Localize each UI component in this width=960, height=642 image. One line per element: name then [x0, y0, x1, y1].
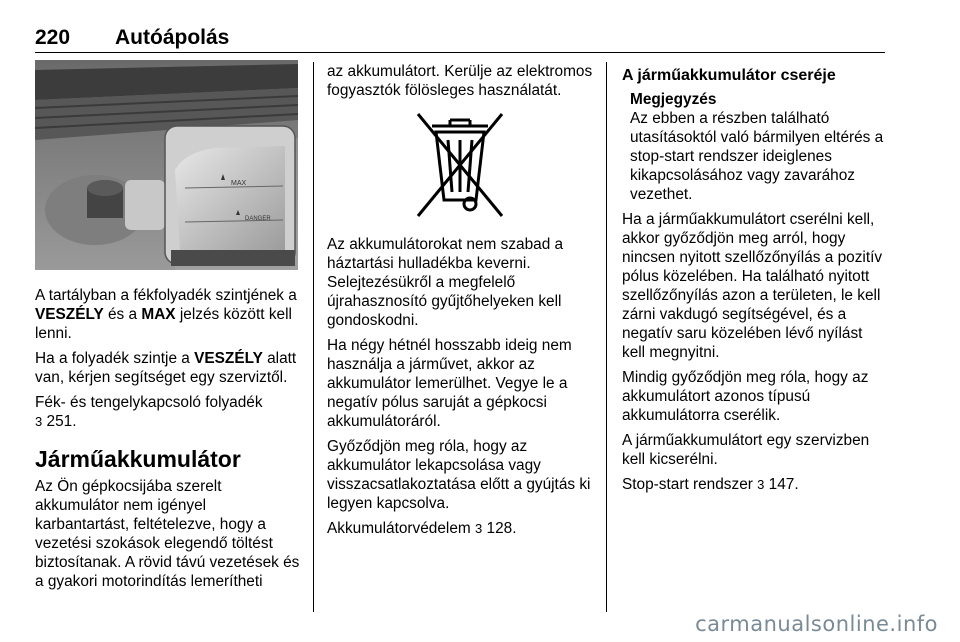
chapter-title: Autóápolás — [115, 26, 230, 49]
page-reference-link[interactable]: 251. — [46, 413, 77, 430]
note-text: Az ebben a részben található utasításoktól való bármilyen eltérés a stop-start rendszer ideiglenes kikapcsolásához vagy zavarához vezethet. — [630, 110, 884, 203]
crossed-bin-icon — [390, 108, 530, 223]
paragraph-ignition: Győződjön meg róla, hogy az akkumulátor lekapcsolása vagy visszacsatlakoztatása előtt a gyújtás ki legyen kapcsolva. — [327, 438, 591, 512]
page-reference-link[interactable]: 128. — [486, 520, 517, 537]
paragraph-storage: Ha négy hétnél hosszabb ideig nem használja a járművet, akkor az akkumulátor lemerülhet. Vegye le a negatív pólus saruját a gépkocsi akkumulátoráról. — [327, 337, 572, 430]
brake-fluid-reservoir-photo — [35, 60, 298, 270]
watermark-text: carmanualsonline.info — [695, 612, 938, 636]
reference-arrow-icon: 3 — [757, 477, 765, 492]
column-divider-1 — [313, 62, 314, 612]
paragraph-brake-level: A tartályban a fékfolyadék szintjének a VESZÉLY és a MAX jelzés között kell lenni. — [35, 287, 297, 342]
page-number: 220 — [35, 26, 71, 49]
danger-label: DANGER — [245, 216, 271, 222]
column-3 — [622, 66, 888, 500]
column-divider-2 — [606, 62, 607, 612]
paragraph-same-type: Mindig győződjön meg róla, hogy az akkumulátort azonos típusú akkumulátorra cserélik. — [622, 369, 869, 424]
page-header — [35, 26, 885, 53]
paragraph-service: A járműakkumulátort egy szervizben kell kicserélni. — [622, 432, 870, 468]
section-heading-battery-replacement: A járműakkumulátor cseréje — [622, 67, 836, 84]
paragraph-stop-start: Stop-start rendszer 3 147. — [622, 476, 799, 493]
column-1 — [35, 60, 300, 597]
reference-arrow-icon: 3 — [475, 521, 483, 536]
paragraph-battery-intro: Az Ön gépkocsijába szerelt akkumulátor nem igényel karbantartást, feltételezve, hogy a vezetési szokások elegendő töltést biztosítanak. A rövid távú vezetések és a gyakori motorindítás lemerítheti — [35, 478, 300, 590]
note-box — [630, 90, 888, 204]
reference-arrow-icon: 3 — [35, 414, 43, 429]
section-heading-battery: Járműakkumulátor — [35, 446, 241, 472]
paragraph-disposal: Az akkumulátorokat nem szabad a háztartási hulladékba keverni. Selejtezésükről a megfelelő újrahasznosító gyűjtőhelyeken kell gondoskodni. — [327, 236, 564, 329]
paragraph-low-level: Ha a folyadék szintje a VESZÉLY alatt van, kérjen segítséget egy szerviztől. — [35, 350, 297, 386]
paragraph-battery-continued: az akkumulátort. Kerülje az elektromos fogyasztók fölösleges használatát. — [327, 63, 593, 99]
note-title: Megjegyzés — [630, 91, 717, 108]
page-reference-link[interactable]: 147. — [768, 476, 799, 493]
column-2 — [327, 62, 593, 544]
paragraph-clutch-fluid: Fék- és tengelykapcsoló folyadék 3 251. — [35, 394, 263, 430]
paragraph-vent-check: Ha a járműakkumulátort cserélni kell, akkor győződjön meg arról, hogy nincsen nyitott szellőzőnyílás a pozitív pólus közelében. Ha található nyitott szellőzőnyílás azon a területen, le kell zárni vakdugó segítségével, és a negatív saru közelében lévő nyílást kell megnyitni. — [622, 211, 883, 361]
paragraph-battery-protection: Akkumulátorvédelem 3 128. — [327, 520, 517, 537]
max-label: MAX — [231, 180, 247, 187]
